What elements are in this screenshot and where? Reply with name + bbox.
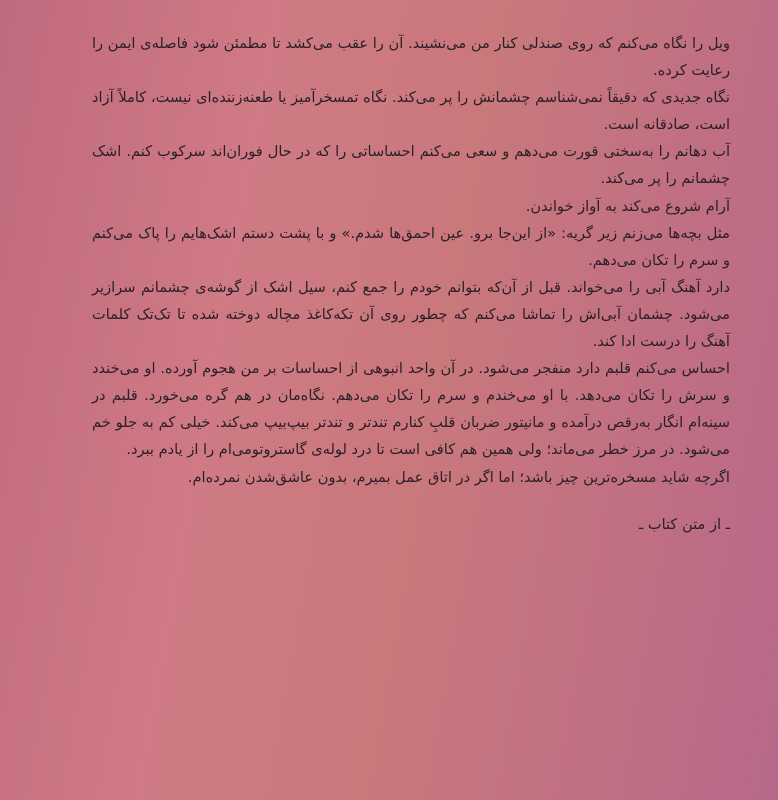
paragraph: آرام شروع می‌کند به آواز خواندن. <box>525 197 730 215</box>
paragraph: اگرچه شاید مسخره‌ترین چیز باشد؛ اما اگر در اتاق عمل بمیرم، بدون عاشق‌شدن نمرده‌ام. <box>187 468 730 486</box>
excerpt-text <box>92 30 730 491</box>
paragraph: احساس می‌کنم قلبم دارد منفجر می‌شود. در آن واحد انبوهی از احساسات بر من هجوم آورده. او می‌خندد و سرش را تکان می‌دهد. با او می‌خندم و سرم را تکان می‌دهم. نگاه‌مان در هم گره می‌خورد. قلبم در سینه‌ام انگار به‌رقص درآمده و مانیتور ضربان قلبِ کنارم تندتر و تندتر بیپ‌بیپ می‌کند. خیلی کم به جلو خم می‌شود. در مرز خطر می‌ماند؛ ولی همین هم کافی است تا درد لوله‌ی گاستروتومی‌ام را از یادم ببرد. <box>92 360 730 459</box>
paragraph: مثل بچه‌ها می‌زنم زیر گریه: «از این‌جا برو. عین احمق‌ها شدم.» و با پشت دستم اشک‌هایم را پاک می‌کنم و سرم را تکان می‌دهم. <box>92 224 730 269</box>
paragraph: دارد آهنگ آبی را می‌خواند. قبل از آن‌که بتوانم خودم را جمع کنم، سیل اشک از گوشه‌ی چشمانم سرازیر می‌شود. چشمان آبی‌اش را تماشا می‌کنم که چطور روی آن تکه‌کاغذ مچاله دوخته شده تا تک‌تک کلمات آهنگ را درست ادا کند. <box>92 278 730 351</box>
paragraph: ویل را نگاه می‌کنم که روی صندلی کنار من می‌نشیند. آن را عقب می‌کشد تا مطمئن شود فاصله‌ی ایمن را رعایت کرده. <box>92 35 730 80</box>
paragraph: نگاه جدیدی که دقیقاً نمی‌شناسم چشمانش را پر می‌کند. نگاه تمسخرآمیز یا طعنه‌زننده‌ای نیست، کاملاً آزاد است، صادقانه است. <box>92 89 730 134</box>
source-note: ـ از متن کتاب ـ <box>638 515 730 533</box>
paragraph: آب دهانم را به‌سختی قورت می‌دهم و سعی می‌کنم احساساتی را که در حال فوران‌اند سرکوب کنم. اشک چشمانم را پر می‌کند. <box>92 143 730 188</box>
